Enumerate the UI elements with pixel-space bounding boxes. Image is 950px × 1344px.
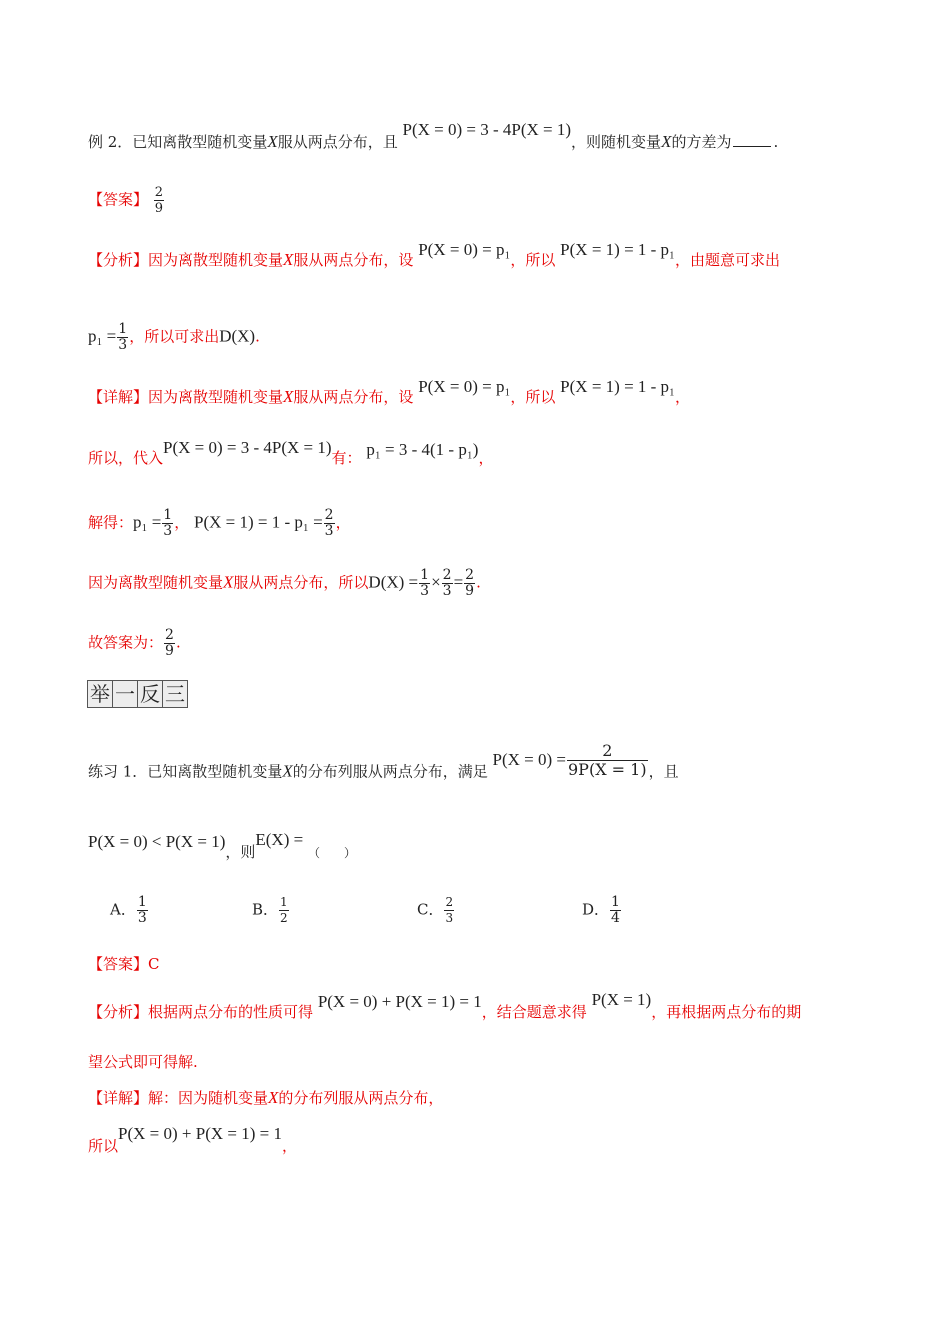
fraction (117, 322, 128, 353)
analysis-tag: 【分析】 (88, 251, 149, 269)
analysis-1-line-1 (88, 240, 781, 270)
math-eq-group (492, 741, 649, 779)
text: . (175, 633, 181, 652)
math-eq: p₁ = (133, 512, 162, 532)
denominator: 3 (445, 911, 454, 925)
denominator: 2 (280, 911, 288, 925)
text: ， (281, 1137, 297, 1155)
numerator: 1 (420, 567, 430, 583)
badge-char: 反 (138, 681, 163, 707)
analysis-tag: 【分析】 (88, 1003, 149, 1021)
analysis-1-line-2 (88, 322, 260, 353)
text: ，且 (648, 762, 679, 781)
fraction (444, 895, 454, 926)
denominator: 4 (611, 910, 620, 926)
fraction (567, 742, 648, 779)
answer-tag: 【答案】 (88, 955, 149, 973)
numerator: 2 (445, 895, 454, 909)
math-eq: P(X = 0) = (492, 749, 566, 769)
answer-2 (88, 954, 160, 974)
answer-tag: 【答案】 (88, 190, 149, 209)
text: 例 2．已知离散型随机变量 (88, 133, 268, 151)
numerator: 2 (165, 627, 174, 643)
text: 的分布列服从两点分布， (278, 1089, 444, 1107)
text: ， (174, 513, 190, 532)
detail-tag: 【详解】 (88, 1089, 149, 1107)
badge-char: 一 (113, 681, 138, 707)
fraction (324, 508, 335, 539)
text: ， (335, 513, 351, 532)
math-eq: P(X = 0) = p₁ (418, 240, 511, 259)
math-eq: p₁ = (88, 326, 117, 346)
math-var: X (283, 250, 294, 269)
denominator: 3 (442, 583, 452, 599)
detail-2-line-2 (88, 1124, 297, 1156)
denominator: 3 (420, 583, 430, 599)
math-var: X (267, 132, 278, 151)
exercise-1-line-2 (88, 830, 357, 863)
math-var: X (661, 132, 672, 151)
text: 因为离散型随机变量 (148, 388, 284, 406)
text: . (255, 327, 260, 346)
math-eq: P(X = 0) = 3 - 4P(X = 1) (402, 120, 572, 139)
text: ，结合题意求得 (481, 1003, 587, 1021)
math-var: X (282, 761, 293, 781)
text: ，则随机变量 (571, 133, 662, 151)
option-label: A． (110, 900, 136, 919)
fraction (279, 895, 289, 926)
denominator: 3 (137, 910, 147, 926)
answer-value: C (148, 955, 160, 973)
math-eq: D(X) (219, 326, 256, 346)
math-eq: P(X = 0) + P(X = 1) = 1 (118, 1124, 282, 1143)
fraction (154, 185, 164, 216)
text: 因为离散型随机变量 (148, 251, 284, 269)
text: 根据两点分布的性质可得 (148, 1003, 314, 1021)
text: ，所以 (510, 388, 556, 406)
fraction (137, 895, 148, 926)
text: ，再根据两点分布的期 (651, 1003, 802, 1021)
detail-1-line-4 (88, 568, 481, 599)
text: ，所以可求出 (129, 327, 220, 346)
math-eq: p₁ = 3 - 4(1 - p₁) (366, 440, 479, 459)
math-eq: E(X) = (255, 830, 304, 849)
denominator: 3 (324, 523, 334, 539)
text: 服从两点分布，设 (293, 388, 414, 406)
analysis-2-line-2 (88, 1052, 198, 1072)
section-badge (87, 680, 188, 708)
numerator: 1 (118, 321, 128, 337)
text: 解：因为随机变量 (148, 1089, 269, 1107)
numerator: 1 (280, 895, 288, 909)
answer-paren: （ ） (308, 846, 357, 860)
answer-blank (733, 132, 771, 147)
exercise-1-line-1 (88, 741, 679, 791)
math-op: × (431, 572, 441, 592)
text: . (476, 573, 481, 592)
numerator: 1 (611, 894, 620, 910)
denominator: 9 (165, 643, 174, 659)
math-var: X (283, 387, 294, 406)
detail-2-line-1 (88, 1088, 443, 1108)
denominator: 9 (465, 583, 475, 599)
badge-char: 举 (88, 681, 113, 707)
text: 解得： (88, 513, 134, 532)
option-d[interactable] (582, 895, 622, 926)
detail-1-line-3 (88, 508, 351, 539)
numerator: 2 (442, 567, 452, 583)
option-a[interactable] (110, 895, 149, 926)
fraction (419, 568, 430, 599)
option-label: D． (582, 900, 610, 919)
text: ，则 (225, 843, 256, 861)
answer-1 (88, 185, 165, 216)
math-eq: P(X = 1) = 1 - p₁ (560, 240, 675, 259)
math-var: X (223, 572, 234, 592)
text: 故答案为： (88, 633, 164, 652)
math-var: X (268, 1088, 279, 1107)
text: 的方差为 (671, 133, 732, 151)
detail-1-line-5 (88, 628, 181, 659)
denominator: 3 (118, 337, 128, 353)
math-eq: P(X = 0) = 3 - 4P(X = 1) (163, 438, 332, 457)
text: 因为离散型随机变量 (88, 573, 224, 592)
option-label: C． (417, 900, 444, 919)
detail-1-line-1 (88, 377, 691, 407)
text: ，所以 (510, 251, 556, 269)
numerator: 2 (154, 185, 164, 200)
example-2-question (88, 120, 779, 152)
denominator: 3 (163, 523, 173, 539)
numerator: 2 (465, 567, 475, 583)
fraction (164, 628, 175, 659)
math-eq: D(X) = (368, 572, 419, 592)
text: ， (478, 449, 494, 467)
text: 的分布列服从两点分布，满足 (292, 762, 488, 781)
text: 有： (331, 449, 362, 467)
text: . (773, 133, 779, 151)
option-b[interactable] (252, 895, 290, 926)
fraction (442, 568, 453, 599)
numerator: 2 (567, 742, 648, 761)
math-eq: P(X = 1) (591, 990, 652, 1009)
numerator: 1 (137, 894, 147, 910)
text: 服从两点分布，且 (277, 133, 398, 151)
math-eq: P(X = 0) + P(X = 1) = 1 (317, 992, 482, 1011)
text: 所以 (88, 1137, 119, 1155)
numerator: 2 (324, 507, 334, 523)
fraction (464, 568, 475, 599)
text: 望公式即可得解. (88, 1053, 198, 1071)
option-c[interactable] (417, 895, 455, 926)
fraction (610, 895, 621, 926)
text: ， (675, 388, 691, 406)
text: 服从两点分布，所以 (233, 573, 369, 592)
text: 服从两点分布，设 (293, 251, 414, 269)
text: 所以，代入 (88, 449, 164, 467)
denominator: 9 (154, 201, 164, 216)
text: 练习 1．已知离散型随机变量 (88, 762, 283, 781)
fraction (162, 508, 173, 539)
denominator: 9P(X = 1) (568, 760, 647, 779)
option-label: B． (252, 900, 279, 919)
math-eq: P(X = 0) = p₁ (418, 377, 511, 396)
detail-1-line-2 (88, 438, 494, 468)
numerator: 1 (163, 507, 173, 523)
badge-char: 三 (165, 682, 185, 706)
math-eq: P(X = 1) = 1 - p₁ (560, 377, 675, 396)
math-eq: P(X = 1) = 1 - p₁ = (194, 512, 323, 532)
text: ，由题意可求出 (675, 251, 781, 269)
math-eq: P(X = 0) < P(X = 1) (88, 832, 226, 851)
math-op: = (453, 572, 464, 592)
detail-tag: 【详解】 (88, 388, 149, 406)
analysis-2-line-1 (88, 990, 802, 1022)
